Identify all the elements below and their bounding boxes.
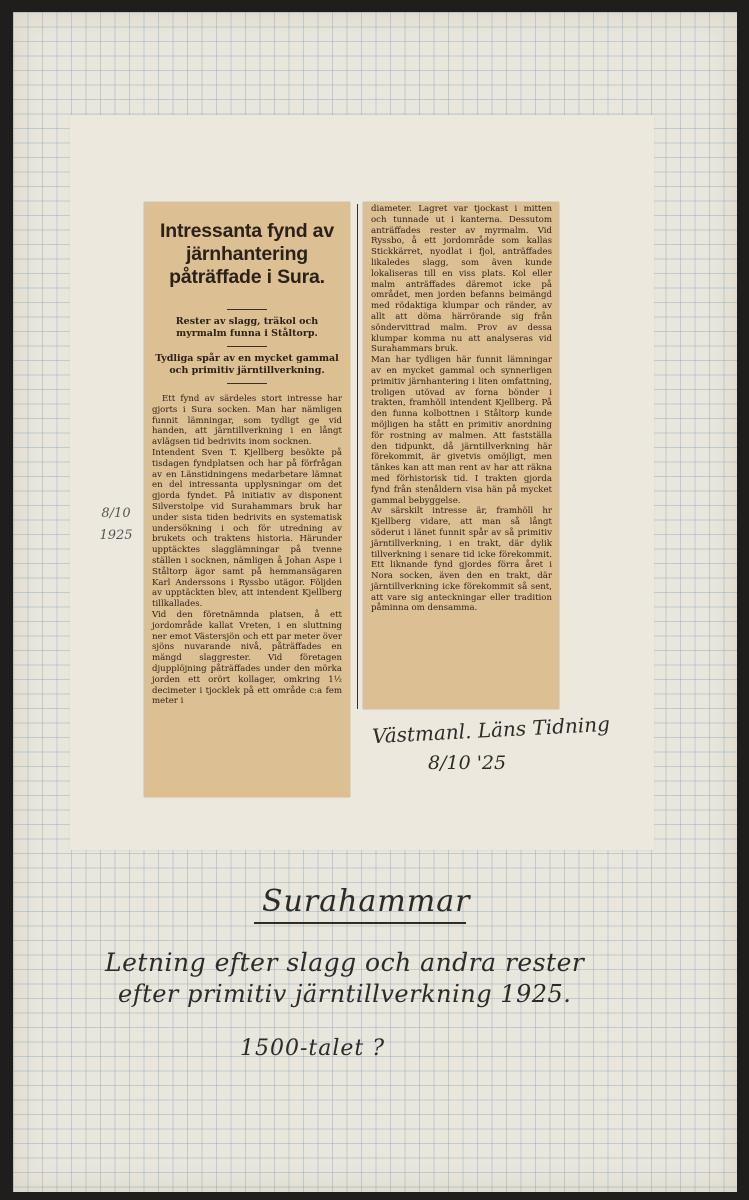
title-underline xyxy=(254,922,466,924)
clipping-subhead-2: Tydliga spår av en mycket gammal och primitiv järntillverkning. xyxy=(155,353,339,376)
newspaper-clipping-right xyxy=(363,202,559,709)
column-divider xyxy=(357,204,358,709)
clipping-subhead-1: Rester av slagg, träkol och myrmalm funna i Ståltorp. xyxy=(175,316,319,339)
margin-date-day: 8/ xyxy=(101,506,115,521)
handwritten-line-1: Letning efter slagg och andra rester xyxy=(105,948,585,977)
source-date: 8/10 '25 xyxy=(428,752,507,774)
margin-year: 1925 xyxy=(99,528,133,543)
clipping-column-1: Ett fynd av särdeles stort intresse har gjorts i Sura socken. Man har nämligen funnit lämningar, som tydligt ge vid handen, att järntillverkning i en långt avlägsen tid bedrivits inom socknen. Intendent Sven T. Kjellberg besökte på tisdagen fyndplatsen och har på förfrågan av en Länstidningens medarbetare lämnat en del intressanta upplysningar om det gjorda fyndet. På initiativ av disponent Silverstolpe vid Surahammars bruk har under sista tiden bedrivits en systematisk undersökning i och för utredning av brukets och traktens historia. Härunder upptäcktes slagglämningar på tvenne ställen i socknen, nämligen å Johan Aspe i Ståltorp ägor samt på hemmansägaren Karl Anderssons i Ryssbo utägor. Följden av upptäckten blev, att intendent Kjellberg tillkallades. Vid den företnämnda platsen, å ett jordområde kallat Vreten, i en sluttning ner emot Västersjön och ett par meter över sjöns nuvarande nivå, påträffades en mängd slaggrester. Vid företagen djupplöjning påträffades under den mörka jorden ett orört kollager, omkring 1½ decimeter i tjocklek på ett område c:a fem meter i xyxy=(152,394,342,707)
source-annotation: Västmanl. Läns Tidning xyxy=(371,711,611,749)
handwritten-line-3: 1500-talet ? xyxy=(240,1036,386,1061)
clipping-column-2: diameter. Lagret var tjockast i mitten och tunnade ut i kanterna. Dessutom anträffades rester av myrmalm. Vid Ryssbo, å ett jordområde som kallas Stickkärret, nyodlat i fjol, anträffades likaledes slagg, som även kunde lokaliseras till en viss plats. Kol eller malm anträffades däremot icke på området, men jorden befanns beimängd med rödaktiga klumpar och ränder, av allt att döma härrörande sig från söndervittrad malm. Prov av dessa klumpar komma nu att analyseras vid Surahammars bruk. Man har tydligen här funnit lämningar av en mycket gammal och synnerligen primitiv järnhantering i liten omfattning, troligen utövad av forna bönder i trakten, framhöll intendent Kjellberg. På den funna kolbottnen i Ståltorp kunde möjligen ha stått en primitiv anordning för rostning av malmen. Att fastställa den tidpunkt, då järntillverkning här förekommit, är givetvis omöjligt, men tänkes kan att man rent av har att räkna med förhistorisk tid. I trakten gjorda fynd från stenåldern visa hän på mycket gammal bebyggelse. Av särskilt intresse är, framhöll hr Kjellberg vidare, att man så långt söderut i länet funnit spår av så primitiv järntillverkning, i en trakt, där dylik tillverkning i senare tid icke förekommit. Ett liknande fynd gjordes förra året i Nora socken, även den en trakt, där järntillverkning icke förekommit så sent, att vare sig anteckningar eller tradition påminna om densamma. xyxy=(371,204,552,614)
handwritten-title: Surahammar xyxy=(262,884,471,919)
subhead-rule xyxy=(227,346,267,347)
margin-date-note xyxy=(96,503,136,547)
headline-rule xyxy=(227,309,267,310)
subhead-rule-2 xyxy=(227,383,267,384)
margin-date-month: 10 xyxy=(114,506,131,521)
handwritten-line-2: efter primitiv järntillverkning 1925. xyxy=(118,980,572,1008)
clipping-headline: Intressanta fynd av järnhantering påträffade i Sura. xyxy=(160,220,334,288)
newspaper-clipping-left xyxy=(144,202,350,797)
